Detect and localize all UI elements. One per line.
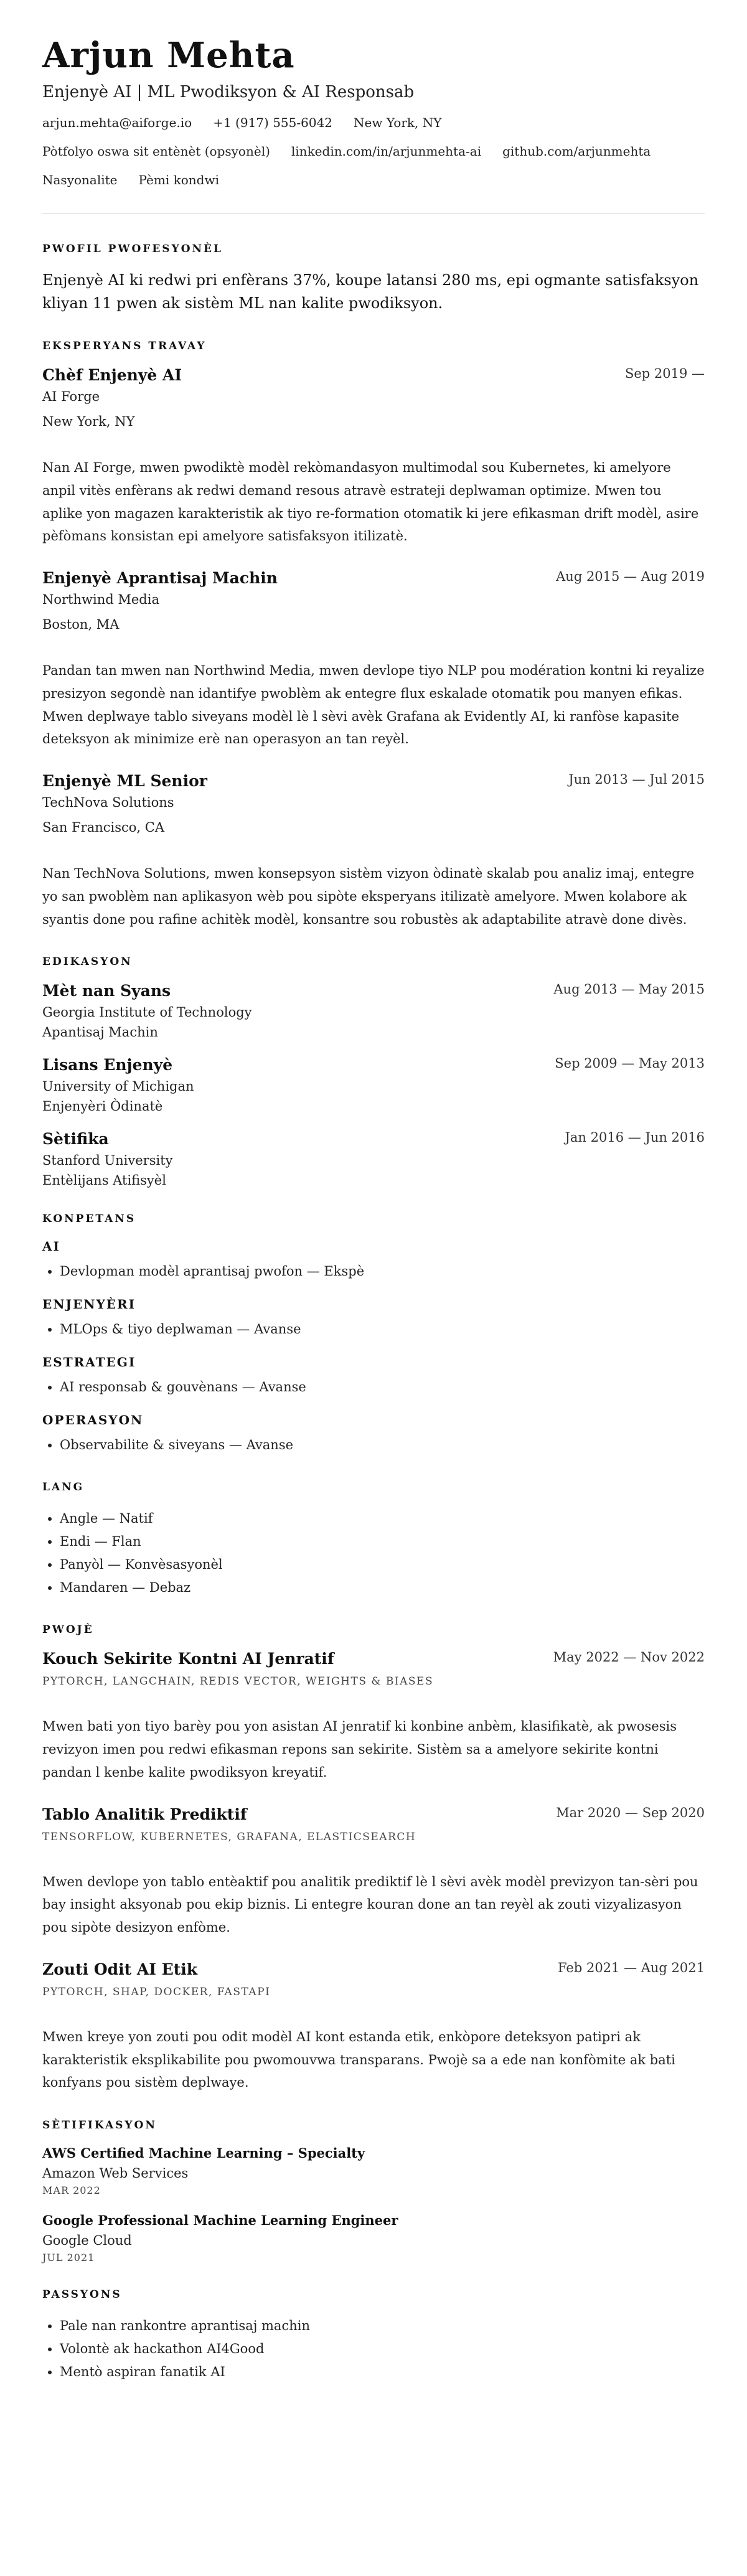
skill-item: • MLOps & tiyo deplwaman — Avanse <box>60 1318 705 1341</box>
certification-entry <box>42 2212 705 2263</box>
certification-entry <box>42 2145 705 2196</box>
personal-info-row <box>42 172 705 187</box>
section-title: KONPETANS <box>42 1213 136 1226</box>
interest-item: • Pale nan rankontre aprantisaj machin <box>60 2315 705 2338</box>
job-location: San Francisco, CA <box>42 820 165 835</box>
education-entry <box>42 1056 705 1114</box>
location: New York, NY <box>354 115 442 130</box>
skill-group <box>42 1239 705 1283</box>
certification-name: AWS Certified Machine Learning – Specialty <box>42 2145 365 2161</box>
degree-title: Sètifika <box>42 1130 109 1149</box>
project-tech: PYTORCH, LANGCHAIN, REDIS VECTOR, WEIGHTS & BIASES <box>42 1675 434 1688</box>
summary-text: Enjenyè AI ki redwi pri enfèrans 37%, koupe latansi 280 ms, epi ogmante satisfaksyon kliyan 11 pwen ak sistèm ML nan kalite pwodiksyon. <box>42 271 699 312</box>
skill-group <box>42 1355 705 1399</box>
project-entry <box>42 1650 705 1784</box>
education-section <box>42 956 705 1188</box>
job-description: Pandan tan mwen nan Northwind Media, mwen devlope tiyo NLP pou modération kontni ki reyalize presizyon segondè nan idantifye pwoblèm ak entegre flux eskalade otomatik pou manyen efikas. Mwen deplwaye tablo siveyans modèl lè l sèvi avèk Grafana ak Evidently AI, ki ranfòse kapasite deteksyon ak minimize erè nan operasyon an tan reyèl. <box>42 663 705 747</box>
education-date: Sep 2009 — May 2013 <box>555 1056 705 1071</box>
interests-section <box>42 2288 705 2383</box>
skill-item: • Devlopman modèl aprantisaj pwofon — Ekspè <box>60 1260 705 1283</box>
summary-section <box>42 243 705 315</box>
skills-section <box>42 1213 705 1456</box>
project-description: Mwen bati yon tiyo barèy pou yon asistan AI jenratif ki konbine anbèm, klasifikatè, ak pwosesis revizyon imen pou redwi efikasman repons san sekirite. Sistèm sa a amelyore sekirite kontni pandan l kenbe kalite pwodiksyon kreyatif. <box>42 1719 677 1780</box>
experience-entry <box>42 772 705 931</box>
languages-section <box>42 1481 705 1599</box>
projects-section <box>42 1624 705 2094</box>
project-tech: PYTORCH, SHAP, DOCKER, FASTAPI <box>42 1985 271 1998</box>
education-date: Aug 2013 — May 2015 <box>553 982 705 997</box>
section-title: SÈTIFIKASYON <box>42 2119 157 2132</box>
project-description: Mwen devlope yon tablo entèaktif pou analitik prediktif lè l sèvi avèk modèl previzyon tan-sèri pou bay insight aksyonab pou ekip biznis. Li entegre kouran done an tan reyèl ak zouti vizyalizasyon pou sipòte desizyon enfòme. <box>42 1874 698 1935</box>
company-name: TechNova Solutions <box>42 795 174 811</box>
skill-category: OPERASYON <box>42 1412 144 1427</box>
experience-section <box>42 340 705 931</box>
school-name: Stanford University <box>42 1153 173 1168</box>
job-title: Enjenyè ML Senior <box>42 772 207 791</box>
certification-name: Google Professional Machine Learning Engineer <box>42 2212 398 2229</box>
school-name: University of Michigan <box>42 1079 194 1094</box>
certifications-section <box>42 2119 705 2263</box>
skill-group <box>42 1413 705 1457</box>
project-description: Mwen kreye yon zouti pou odit modèl AI kont estanda etik, enkòpore deteksyon patipri ak karakteristik eksplikabilite pou pwomouvwa transparans. Pwojè sa a ede nan konfòmite ak bati konfyans pou sistèm deplwaye. <box>42 2029 675 2090</box>
project-date: Feb 2021 — Aug 2021 <box>557 1960 705 1975</box>
job-title: Chèf Enjenyè AI <box>42 366 182 385</box>
project-entry <box>42 1960 705 2094</box>
section-title: PWOJÈ <box>42 1624 94 1637</box>
school-name: Georgia Institute of Technology <box>42 1005 252 1020</box>
education-date: Jan 2016 — Jun 2016 <box>565 1130 705 1145</box>
job-date: Sep 2019 — <box>624 366 705 382</box>
certification-issuer: Amazon Web Services <box>42 2166 189 2181</box>
headline: Enjenyè AI | ML Pwodiksyon & AI Responsab <box>42 82 415 101</box>
section-title: EDIKASYON <box>42 956 133 969</box>
field-of-study: Enjenyèri Òdinatè <box>42 1099 163 1114</box>
github-link[interactable]: github.com/arjunmehta <box>502 143 651 159</box>
degree-title: Lisans Enjenyè <box>42 1056 173 1074</box>
education-entry <box>42 1130 705 1188</box>
experience-entry <box>42 366 705 548</box>
section-title: EKSPERYANS TRAVAY <box>42 340 207 353</box>
interest-item: • Mentò aspiran fanatik AI <box>60 2361 705 2384</box>
project-tech: TENSORFLOW, KUBERNETES, GRAFANA, ELASTICSEARCH <box>42 1830 416 1843</box>
section-title: LANG <box>42 1481 85 1494</box>
nationality-label: Nasyonalite <box>42 172 118 187</box>
education-entry <box>42 982 705 1040</box>
certification-date: MAR 2022 <box>42 2184 101 2197</box>
job-description: Nan TechNova Solutions, mwen konsepsyon sistèm vizyon òdinatè skalab pou analiz imaj, entegre yo san pwoblèm nan aplikasyon wèb pou sipòte eksperyans itilizatè amelyore. Mwen kolabore ak syantis done pou rafine achitèk modèl, konsantre sou robustès ak adaptabilite atravè done divès. <box>42 866 695 927</box>
portfolio-link[interactable]: Pòtfolyo oswa sit entènèt (opsyonèl) <box>42 143 270 159</box>
job-location: Boston, MA <box>42 617 120 632</box>
section-title: PWOFIL PWOFESYONÈL <box>42 242 223 255</box>
language-item: • Angle — Natif <box>60 1507 705 1530</box>
company-name: AI Forge <box>42 389 100 405</box>
job-description: Nan AI Forge, mwen pwodiktè modèl rekòmandasyon multimodal sou Kubernetes, ki amelyore anpil vitès enfèrans ak redwi demand resous atravè estrateji deplwaman optimize. Mwen tou aplike yon magazen karakteristik ak tiyo re-formation otomatik ki jere efikasman drift modèl, asire pèfòmans konsistan epi amelyore satisfaksyon itilizatè. <box>42 460 699 544</box>
contact-row <box>42 115 705 130</box>
license-label: Pèmi kondwi <box>138 172 219 187</box>
job-date: Aug 2015 — Aug 2019 <box>556 569 705 585</box>
skill-item: • AI responsab & gouvènans — Avanse <box>60 1376 705 1399</box>
field-of-study: Apantisaj Machin <box>42 1025 158 1040</box>
candidate-name: Arjun Mehta <box>42 35 295 76</box>
language-item: • Panyòl — Konvèsasyonèl <box>60 1553 705 1576</box>
experience-entry <box>42 569 705 751</box>
skill-group <box>42 1297 705 1341</box>
degree-title: Mèt nan Syans <box>42 982 171 1000</box>
skill-item: • Observabilite & siveyans — Avanse <box>60 1434 705 1457</box>
phone-number[interactable]: +1 (917) 555-6042 <box>213 115 333 130</box>
links-row <box>42 144 705 159</box>
certification-date: JUL 2021 <box>42 2252 95 2264</box>
certification-issuer: Google Cloud <box>42 2233 132 2249</box>
section-title: PASSYONS <box>42 2288 122 2301</box>
job-title: Enjenyè Aprantisaj Machin <box>42 569 278 588</box>
language-item: • Mandaren — Debaz <box>60 1576 705 1599</box>
project-date: Mar 2020 — Sep 2020 <box>556 1805 705 1820</box>
skill-category: ESTRATEGI <box>42 1354 136 1370</box>
resume-header <box>42 37 705 187</box>
project-name: Kouch Sekirite Kontni AI Jenratif <box>42 1650 334 1668</box>
job-location: New York, NY <box>42 414 135 430</box>
interest-item: • Volontè ak hackathon AI4Good <box>60 2338 705 2361</box>
project-entry <box>42 1805 705 1939</box>
language-item: • Endi — Flan <box>60 1530 705 1553</box>
job-date: Jun 2013 — Jul 2015 <box>568 772 705 787</box>
project-name: Tablo Analitik Prediktif <box>42 1805 247 1823</box>
company-name: Northwind Media <box>42 592 159 608</box>
email-link[interactable]: arjun.mehta@aiforge.io <box>42 115 192 130</box>
project-date: May 2022 — Nov 2022 <box>553 1650 705 1665</box>
field-of-study: Entèlijans Atifisyèl <box>42 1173 166 1188</box>
skill-category: ENJENYÈRI <box>42 1297 136 1312</box>
project-name: Zouti Odit AI Etik <box>42 1960 198 1978</box>
linkedin-link[interactable]: linkedin.com/in/arjunmehta-ai <box>291 143 482 159</box>
skill-category: AI <box>42 1239 60 1254</box>
